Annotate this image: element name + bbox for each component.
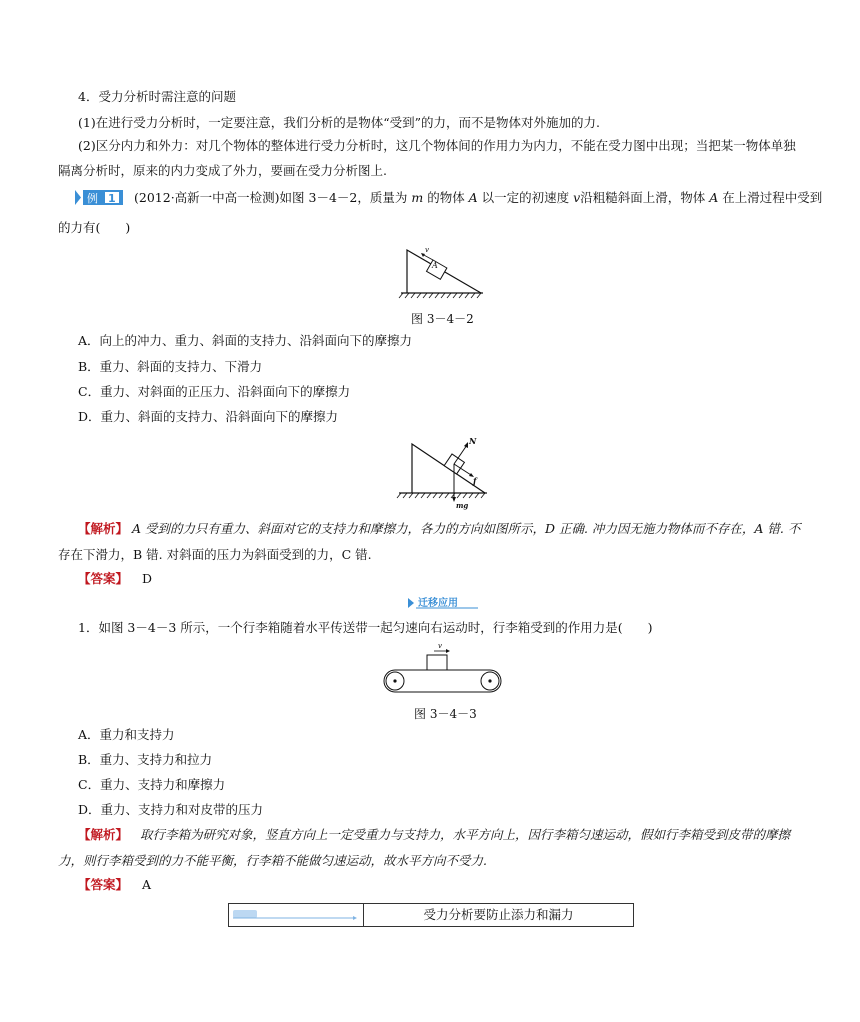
- conveyor-velocity-label: v: [438, 642, 442, 650]
- example-badge-label: 例: [87, 192, 98, 205]
- paragraph-2-line-2: 隔离分析时，原来的内力变成了外力，要画在受力分析图上.: [58, 163, 387, 178]
- velocity-label-v: v: [425, 246, 429, 254]
- example-answer: 【答案】 D: [78, 571, 153, 586]
- summary-table: [228, 903, 634, 927]
- practice-option-a: A．重力和支持力: [78, 727, 175, 742]
- option-a: A．向上的冲力、重力、斜面的支持力、沿斜面向下的摩擦力: [78, 333, 413, 348]
- answer-tag: 【答案】: [78, 571, 129, 586]
- force-N-label: N: [469, 436, 477, 446]
- svg-text:1: 1: [108, 192, 116, 205]
- practice-option-d: D．重力、支持力和对皮带的压力: [78, 802, 264, 817]
- practice-option-c: C．重力、支持力和摩擦力: [78, 777, 226, 792]
- force-diagram: [395, 432, 495, 514]
- force-mg-label: mg: [456, 501, 469, 510]
- paragraph-2-line-1: (2)区分内力和外力：对几个物体的整体进行受力分析时，这几个物体间的作用力为内力，不能在受力图中出现；当把某一物体单独: [78, 138, 796, 153]
- example-analysis-line-1: 【解析】 A 受到的力只有重力、斜面对它的支持力和摩擦力，各力的方向如图所示，D 正确. 冲力因无施力物体而不存在，A 错. 不: [78, 521, 801, 536]
- example-badge: [75, 189, 125, 206]
- practice-analysis-tag: 【解析】: [78, 827, 129, 842]
- force-f-label: f: [473, 476, 477, 486]
- figure-caption-3-4-2: 图 3－4－2: [411, 312, 474, 326]
- summary-table-title: 受力分析要防止添力和漏力: [423, 907, 574, 922]
- section-heading: 4．受力分析时需注意的问题: [78, 89, 236, 104]
- option-b: B．重力、斜面的支持力、下滑力: [78, 359, 263, 374]
- incline-figure: [395, 240, 490, 302]
- summary-table-left-cell: [229, 904, 364, 926]
- practice-option-b: B．重力、支持力和拉力: [78, 752, 213, 767]
- practice-answer: 【答案】 A: [78, 877, 152, 892]
- paragraph-1: (1)在进行受力分析时，一定要注意，我们分析的是物体“受到”的力，而不是物体对外施加的力.: [78, 115, 600, 130]
- practice-question-1: 1．如图 3－4－3 所示，一个行李箱随着水平传送带一起匀速向右运动时，行李箱受到的作用力是( ): [78, 620, 653, 635]
- option-d: D．重力、斜面的支持力、沿斜面向下的摩擦力: [78, 409, 339, 424]
- conveyor-figure: [380, 640, 505, 700]
- example-source: (2012·高新一中高一检测): [134, 190, 280, 205]
- example-question-line-1: (2012·高新一中高一检测)如图 3－4－2，质量为 m 的物体 A 以一定的初速度 v沿粗糙斜面上滑，物体 A 在上滑过程中受到: [134, 190, 823, 205]
- option-c: C．重力、对斜面的正压力、沿斜面向下的摩擦力: [78, 384, 351, 399]
- block-label-A: A: [432, 261, 438, 270]
- table-arrow-graphic: [229, 904, 363, 926]
- practice-analysis-line-2: 力，则行李箱受到的力不能平衡，行李箱不能做匀速运动，故水平方向不受力.: [58, 853, 487, 868]
- practice-analysis-line-1: 【解析】 取行李箱为研究对象，竖直方向上一定受重力与支持力，水平方向上，因行李箱匀速运动，假如行李箱受到皮带的摩擦: [78, 827, 791, 842]
- figure-caption-3-4-3: 图 3－4－3: [414, 707, 477, 721]
- practice-banner: [408, 596, 478, 610]
- example-question-line-2: 的力有( ): [58, 220, 131, 235]
- practice-answer-tag: 【答案】: [78, 877, 129, 892]
- example-analysis-line-2: 存在下滑力，B 错. 对斜面的压力为斜面受到的力，C 错.: [58, 547, 372, 562]
- practice-banner-label: 迁移应用: [418, 598, 458, 609]
- analysis-tag: 【解析】: [78, 521, 129, 536]
